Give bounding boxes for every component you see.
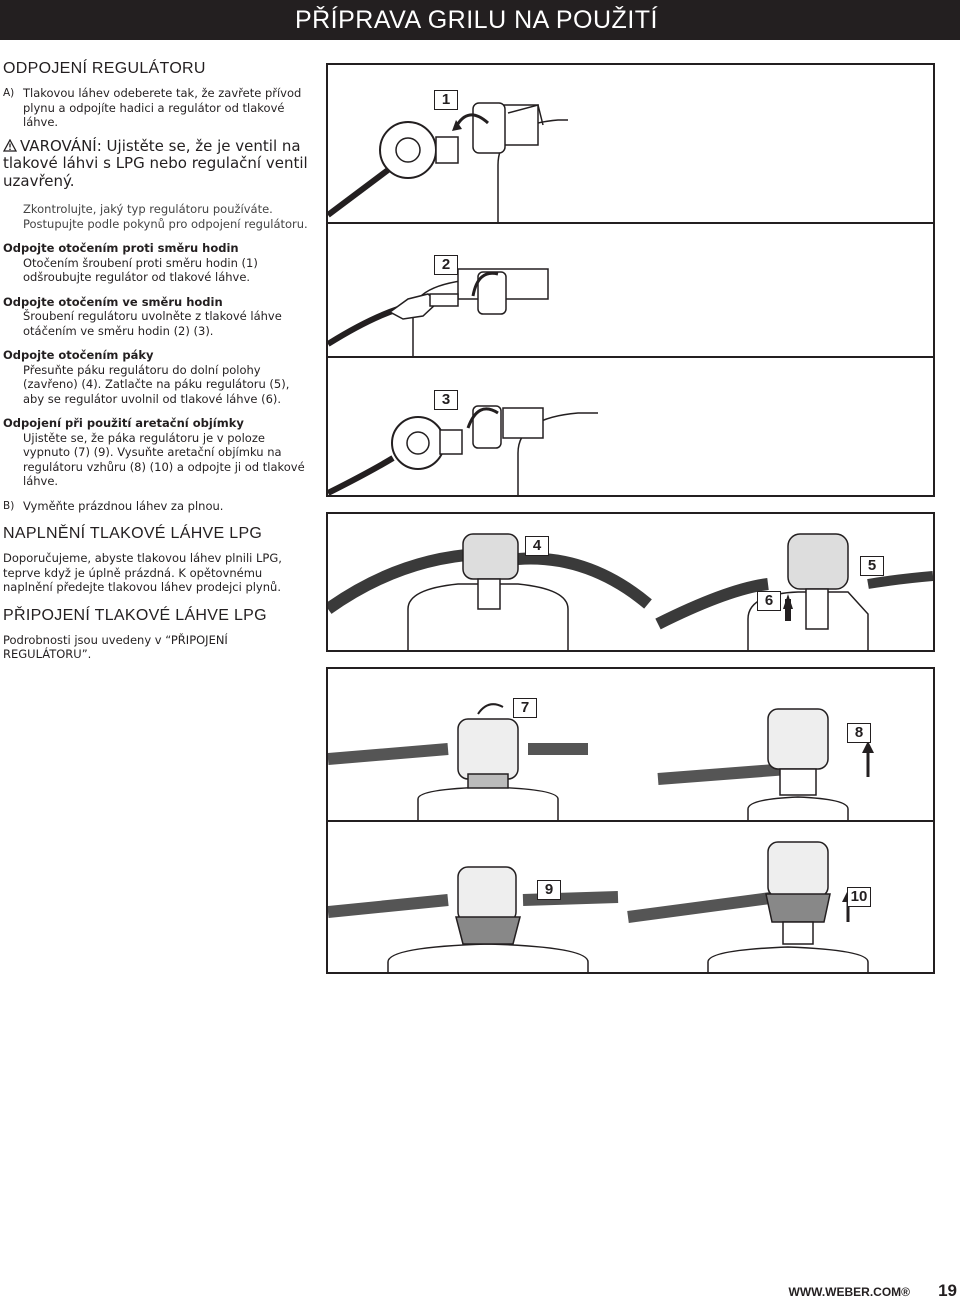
collar-heading: Odpojení při použití aretační objímky — [3, 416, 244, 430]
collar-release-illustration — [328, 822, 933, 972]
cylinder-cw-illustration-2 — [328, 358, 933, 495]
collar-regulator-illustration — [328, 669, 933, 822]
lever-regulator-illustration — [328, 514, 933, 650]
figure-label-6: 6 — [757, 591, 781, 611]
cw-heading: Odpojte otočením ve směru hodin — [3, 294, 223, 309]
figure-label-9: 9 — [537, 880, 561, 900]
page-number: 19 — [938, 1281, 957, 1300]
connect-text: Podrobnosti jsou uvedeny v “PŘIPOJENÍ REGULÁTORU”. — [3, 632, 228, 661]
figure-panel-1 — [326, 63, 935, 227]
text-column — [3, 60, 308, 662]
warning-icon — [3, 139, 17, 152]
lever-text: Přesuňte páku regulátoru do dolní polohy (zavřeno) (4). Zatlačte na páku regulátoru (5), aby se regulátor uvolnil od tlakové láhve (6). — [23, 362, 290, 406]
step-b-label: B) — [3, 499, 15, 512]
figure-panel-9-10 — [326, 820, 935, 974]
figure-panel-7-8 — [326, 667, 935, 824]
step-a-label: A) — [3, 87, 15, 99]
warning-block — [3, 138, 308, 191]
step-a-text: Tlakovou láhev odeberete tak, že zavřete přívod plynu a odpojíte hadici a regulátor od tlakové láhve. — [23, 86, 302, 129]
figure-label-8: 8 — [847, 723, 871, 743]
figure-label-10: 10 — [847, 887, 871, 907]
step-a — [3, 86, 308, 130]
cylinder-ccw-illustration — [328, 65, 933, 225]
refill-text: Doporučujeme, abyste tlakovou láhev plnili LPG, teprve když je úplně prázdná. K opětovnému naplnění předejte tlakovou láhev prodejci plynů. — [3, 551, 282, 594]
figure-label-3: 3 — [434, 390, 458, 410]
footer-website: WWW.WEBER.COM® — [788, 1285, 910, 1299]
step-b — [3, 499, 308, 514]
cylinder-cw-illustration — [328, 224, 933, 359]
figure-panel-3 — [326, 356, 935, 497]
figure-label-4: 4 — [525, 536, 549, 556]
figure-panel-2 — [326, 222, 935, 361]
ccw-heading: Odpojte otočením proti směru hodin — [3, 241, 239, 255]
collar-text: Ujistěte se, že páka regulátoru je v poloze vypnuto (7) (9). Vysuňte aretační objímku na regulátoru vzhůru (8) (10) a odpojte ji od tlakové láhve. — [23, 430, 305, 488]
step-b-text: Vyměňte prázdnou láhev za plnou. — [23, 498, 224, 513]
check-regulator-text: Zkontrolujte, jaký typ regulátoru používáte. Postupujte podle pokynů pro odpojení regulátoru. — [23, 202, 308, 231]
figure-panel-4-5-6 — [326, 512, 935, 652]
warning-text: VAROVÁNÍ: Ujistěte se, že je ventil na tlakové láhvi s LPG nebo regulační ventil uzavřený. — [3, 136, 308, 190]
section-heading-disconnect: ODPOJENÍ REGULÁTORU — [3, 60, 206, 77]
cw-text: Šroubení regulátoru uvolněte z tlakové láhve otáčením ve směru hodin (2) (3). — [23, 309, 282, 338]
ccw-text: Otočením šroubení proti směru hodin (1) odšroubujte regulátor od tlakové láhve. — [23, 255, 258, 284]
section-heading-refill: NAPLNĚNÍ TLAKOVÉ LÁHVE LPG — [3, 525, 263, 542]
figure-label-7: 7 — [513, 698, 537, 718]
figure-label-1: 1 — [434, 90, 458, 110]
section-heading-connect: PŘIPOJENÍ TLAKOVÉ LÁHVE LPG — [3, 606, 267, 624]
page-title: PŘÍPRAVA GRILU NA POUŽITÍ — [294, 6, 658, 34]
figure-label-2: 2 — [434, 255, 458, 275]
lever-heading: Odpojte otočením páky — [3, 348, 154, 362]
figure-label-5: 5 — [860, 556, 884, 576]
